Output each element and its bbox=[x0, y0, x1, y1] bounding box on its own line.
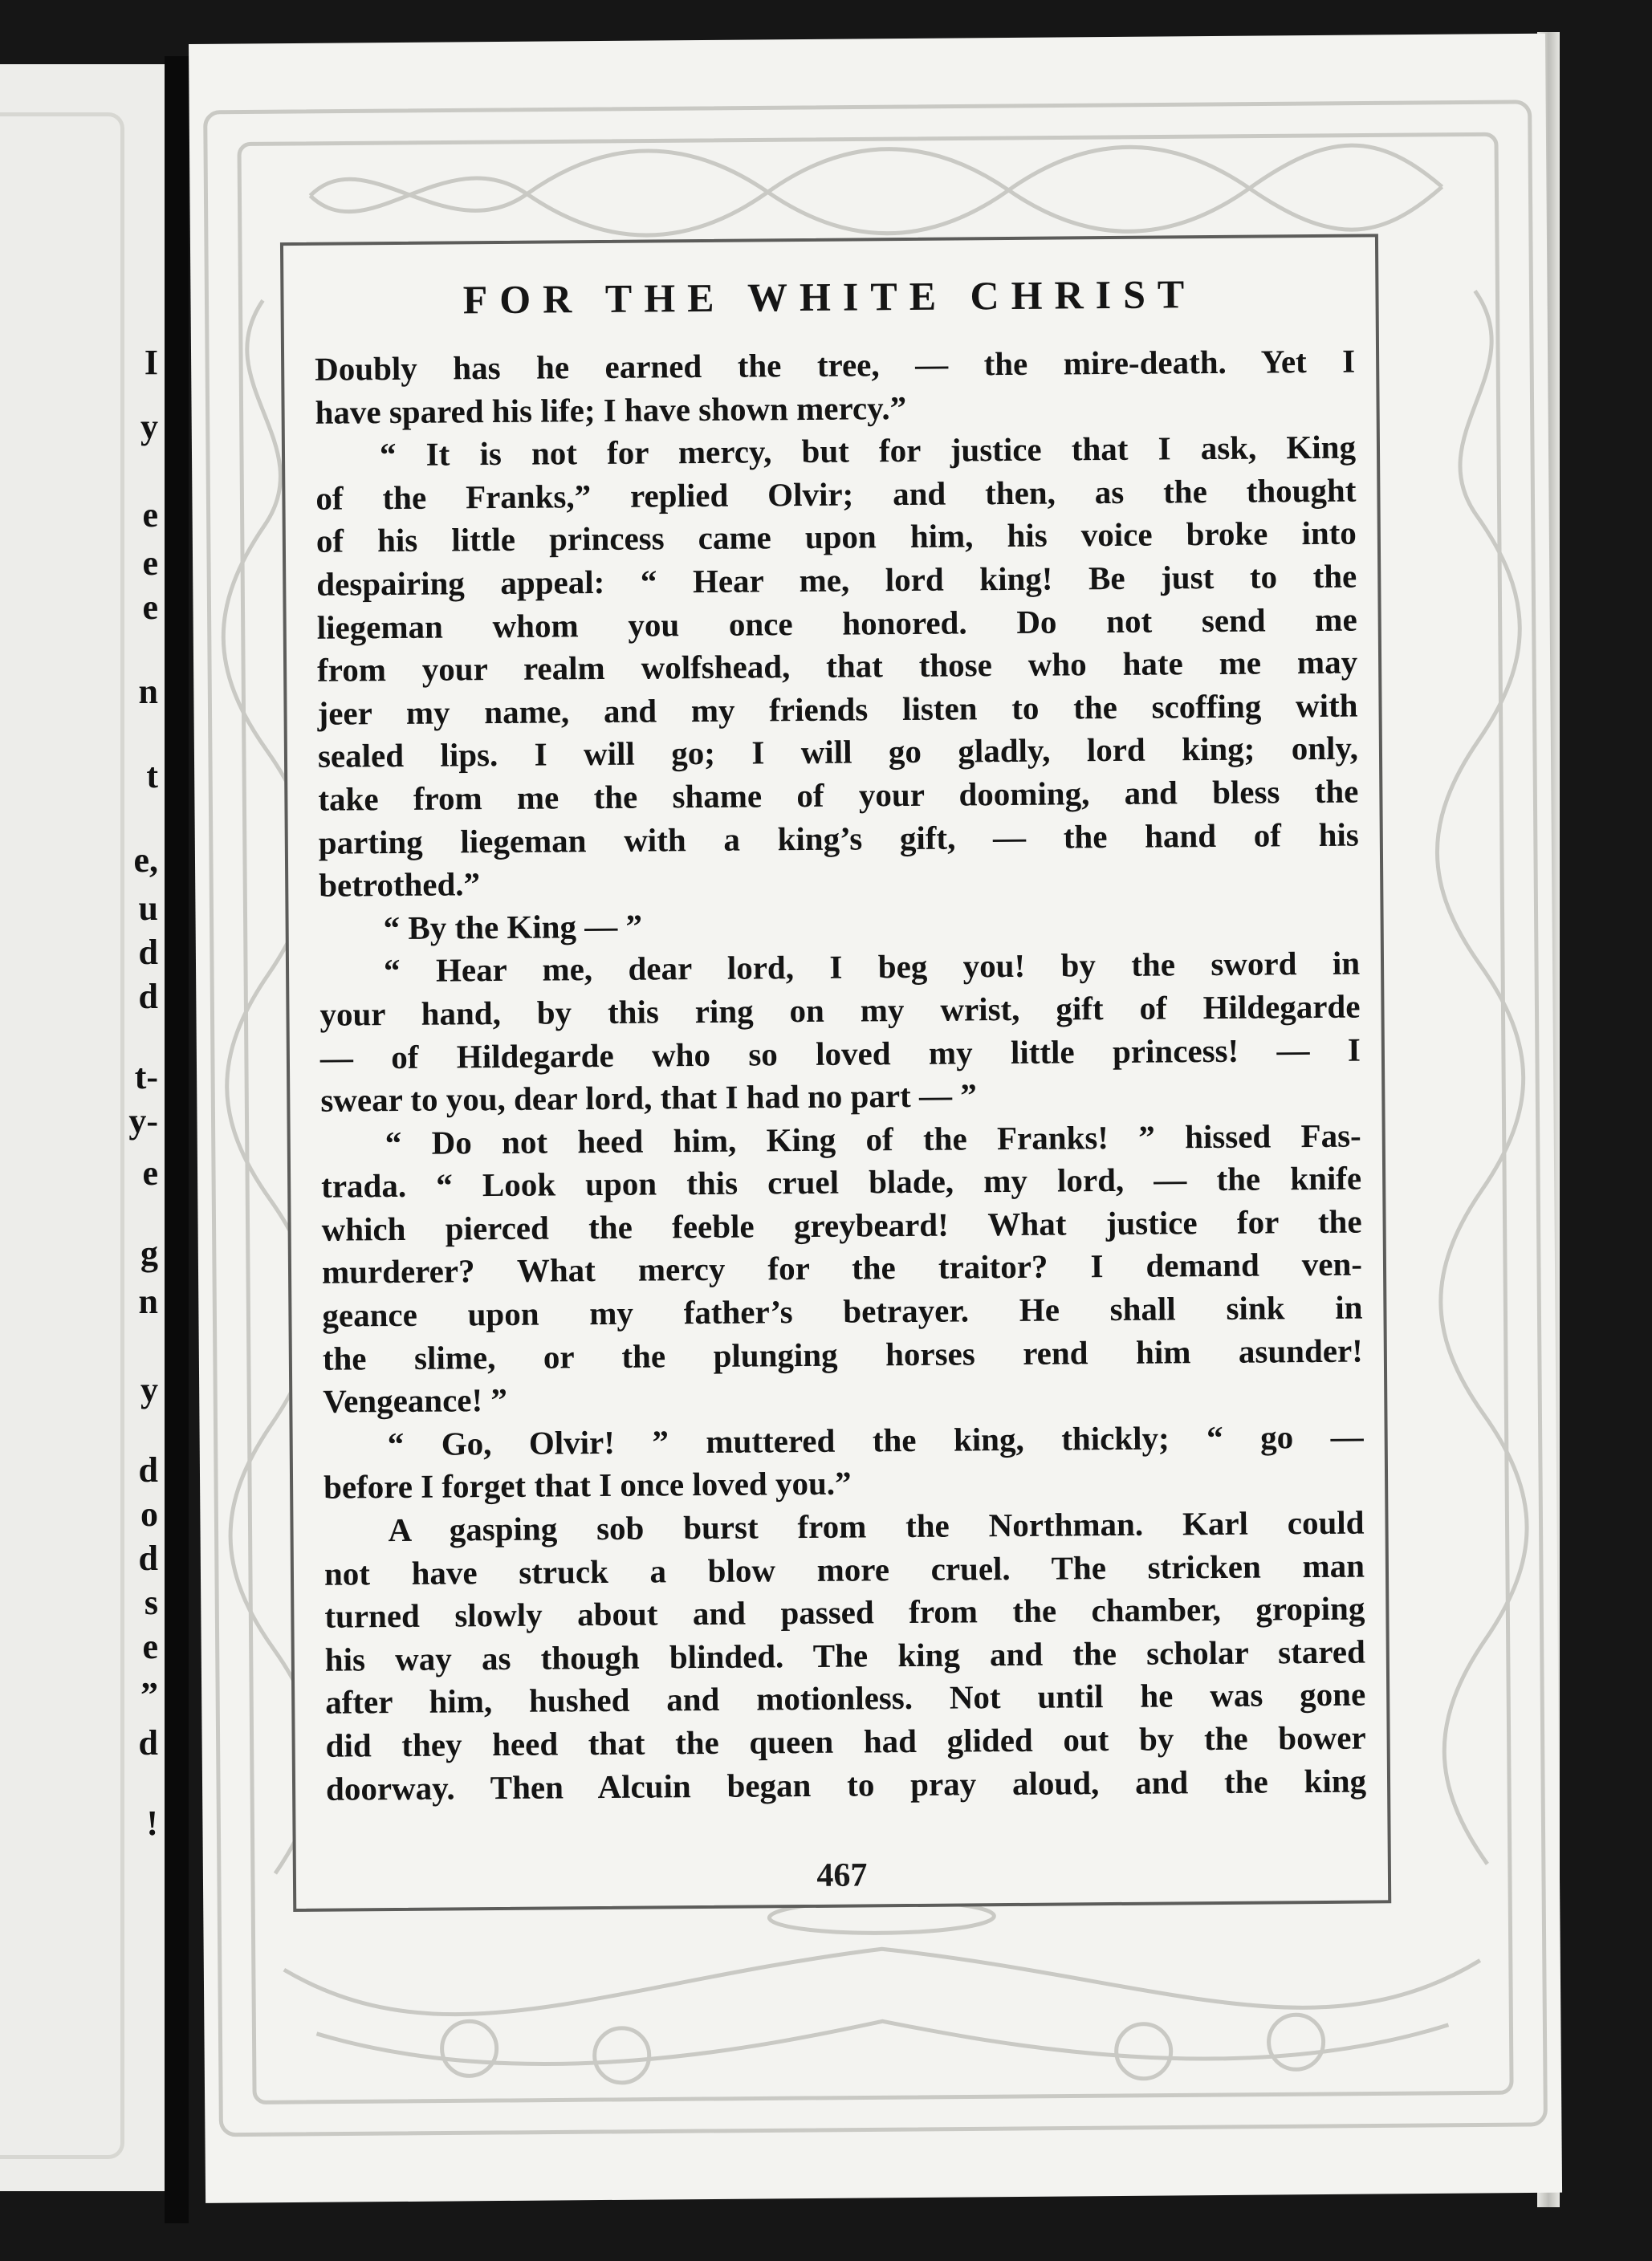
text-line: “ By the King — ” bbox=[383, 907, 643, 946]
text-line: did they heed that the queen had glided out by the bower bbox=[325, 1718, 1366, 1764]
left-page-fragment: e bbox=[142, 588, 158, 627]
text-line: geance upon my father’s betrayer. He shall sink in bbox=[322, 1288, 1363, 1334]
text-line: murderer? What mercy for the traitor? I demand ven- bbox=[321, 1246, 1363, 1291]
text-line: the slime, or the plunging horses rend him asunder! bbox=[322, 1332, 1364, 1377]
left-page-fragment: n bbox=[138, 672, 158, 711]
left-page-fragment: e bbox=[142, 495, 158, 535]
page-number: 467 bbox=[816, 1856, 868, 1894]
text-line: trada. “ Look upon this cruel blade, my lord, — the knife bbox=[321, 1159, 1362, 1206]
text-line: jeer my name, and my friends listen to the scoffing with bbox=[317, 686, 1358, 732]
text-line: “ It is not for mercy, but for justice that I ask, King bbox=[379, 428, 1357, 474]
body-text bbox=[315, 340, 1366, 1811]
left-page-fragment: d bbox=[138, 1723, 158, 1763]
text-line: — of Hildegarde who so loved my little princess! — I bbox=[319, 1031, 1361, 1076]
text-line: after him, hushed and motionless. Not until he was gone bbox=[325, 1675, 1366, 1722]
left-page-fragment: e bbox=[142, 1627, 158, 1666]
right-page bbox=[189, 34, 1562, 2203]
left-page-fragment: d bbox=[138, 1450, 158, 1490]
text-line: betrothed.” bbox=[319, 865, 481, 904]
left-page-fragment: o bbox=[140, 1494, 158, 1534]
text-line: take from me the shame of your dooming, and bless the bbox=[318, 772, 1359, 818]
left-page-fragment: d bbox=[138, 933, 158, 972]
text-line: despairing appeal: “ Hear me, lord king! Be just to the bbox=[316, 557, 1357, 603]
text-line: of the Franks,” replied Olvir; and then, as the thought bbox=[315, 471, 1357, 517]
text-line: liegeman whom you once honored. Do not send me bbox=[316, 600, 1357, 646]
left-facing-page bbox=[0, 64, 165, 2191]
text-line: A gasping sob burst from the Northman. Karl could bbox=[388, 1503, 1365, 1549]
text-line: doorway. Then Alcuin began to pray aloud, and the king bbox=[325, 1762, 1367, 1808]
left-page-fragment: y bbox=[140, 407, 158, 446]
left-page-fragment: n bbox=[138, 1282, 158, 1321]
text-line: of his little princess came upon him, his voice broke into bbox=[315, 514, 1357, 560]
text-line: turned slowly about and passed from the chamber, groping bbox=[324, 1589, 1365, 1635]
left-page-fragment: e bbox=[142, 1153, 158, 1193]
left-page-text-fragments bbox=[0, 64, 165, 2191]
text-line: Vengeance! ” bbox=[323, 1381, 508, 1420]
text-line: from your realm wolfshead, that those who hate me may bbox=[316, 643, 1358, 689]
left-page-fragment: g bbox=[140, 1234, 158, 1273]
text-line: “ Go, Olvir! ” muttered the king, thickly; “ go — bbox=[387, 1417, 1364, 1462]
text-line: his way as though blinded. The king and the scholar stared bbox=[324, 1633, 1365, 1678]
text-line: have spared his life; I have shown mercy.” bbox=[315, 388, 907, 431]
text-line: parting liegeman with a king’s gift, — the hand of his bbox=[318, 815, 1359, 861]
left-page-fragment: t- bbox=[134, 1057, 158, 1096]
text-line: which pierced the feeble greybeard! What justice for the bbox=[321, 1202, 1362, 1248]
text-line: not have struck a blow more cruel. The stricken man bbox=[323, 1547, 1365, 1592]
text-line: sealed lips. I will go; I will go gladly, lord king; only, bbox=[317, 729, 1359, 775]
left-page-fragment: ” bbox=[140, 1675, 158, 1714]
text-line: Doubly has he earned the tree, — the mire-death. Yet I bbox=[315, 342, 1356, 388]
left-page-fragment: y bbox=[140, 1370, 158, 1409]
text-line: “ Do not heed him, King of the Franks! ” hissed Fas- bbox=[385, 1116, 1361, 1161]
text-line: swear to you, dear lord, that I had no part — ” bbox=[320, 1076, 977, 1119]
left-page-fragment: e, bbox=[133, 840, 158, 880]
left-page-fragment: e bbox=[142, 543, 158, 583]
left-page-fragment: s bbox=[144, 1583, 158, 1622]
running-head: FOR THE WHITE CHRIST bbox=[462, 271, 1197, 323]
left-page-fragment: y- bbox=[128, 1101, 158, 1141]
left-page-fragment: u bbox=[138, 889, 158, 928]
left-page-fragment: t bbox=[146, 756, 158, 795]
text-line: “ Hear me, dear lord, I beg you! by the sword in bbox=[383, 944, 1361, 990]
text-line: your hand, by this ring on my wrist, gift of Hildegarde bbox=[319, 987, 1361, 1033]
left-page-fragment: ! bbox=[146, 1804, 158, 1843]
left-page-fragment: d bbox=[138, 977, 158, 1016]
text-line: before I forget that I once loved you.” bbox=[323, 1465, 852, 1507]
text-panel bbox=[280, 234, 1391, 1912]
left-page-fragment: I bbox=[144, 343, 158, 382]
book-gutter bbox=[165, 56, 189, 2223]
left-page-fragment: d bbox=[138, 1539, 158, 1578]
